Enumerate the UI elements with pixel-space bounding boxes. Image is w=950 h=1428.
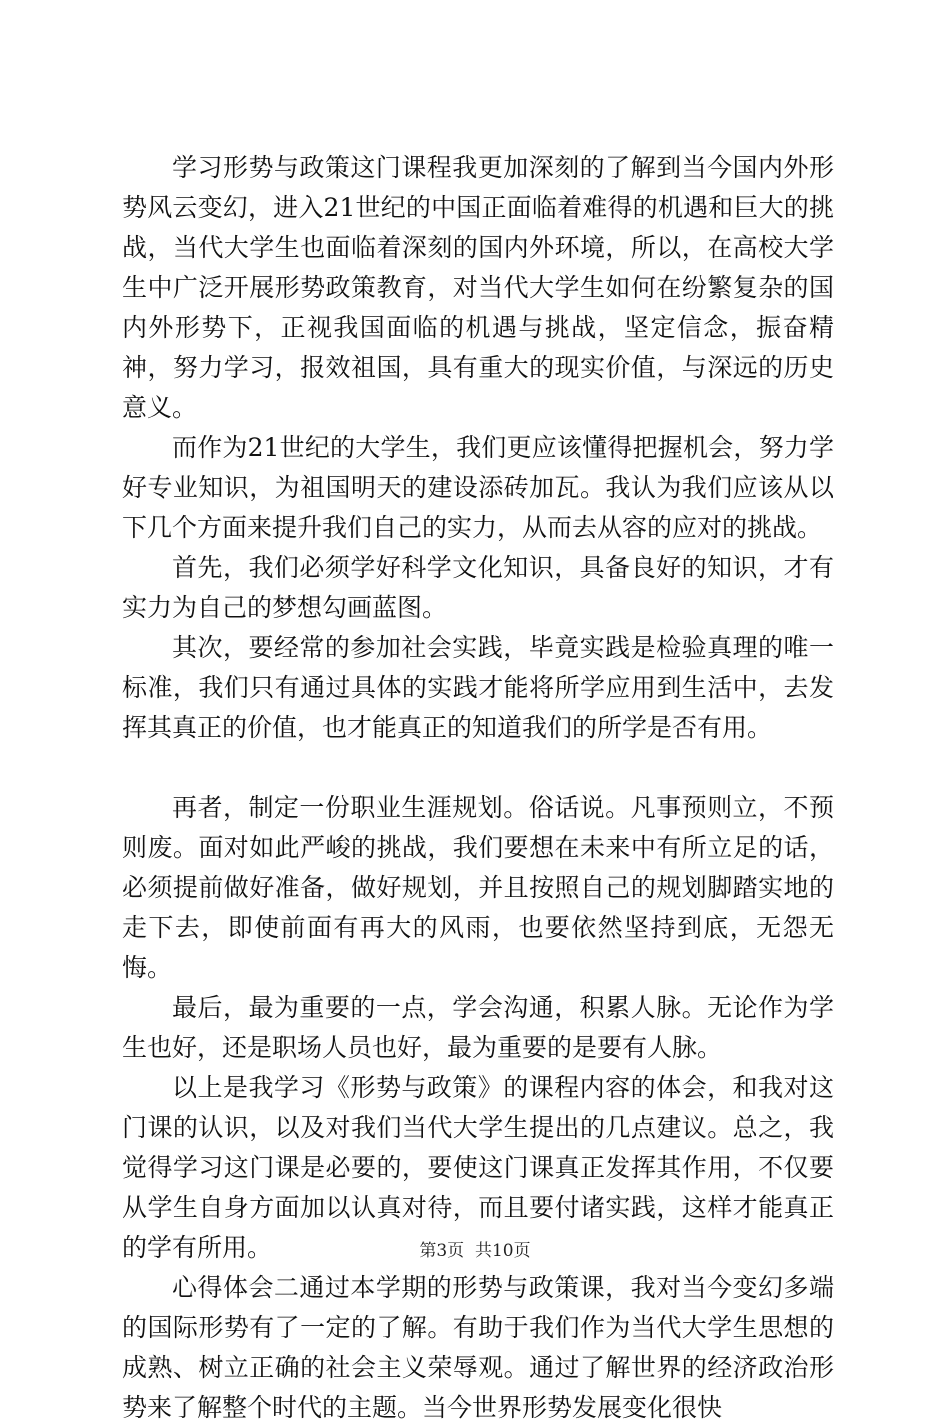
blank-line (122, 748, 834, 788)
paragraph-1: 学习形势与政策这门课程我更加深刻的了解到当今国内外形势风云变幻，进入21世纪的中国正面临着难得的机遇和巨大的挑战，当代大学生也面临着深刻的国内外环境，所以，在高校大学生中广泛开展形势政策教育，对当代大学生如何在纷繁复杂的国内外形势下，正视我国面临的机遇与挑战，坚定信念，振奋精神，努力学习，报效祖国，具有重大的现实价值，与深远的历史意义。 (122, 153, 834, 422)
paragraph-2: 而作为21世纪的大学生，我们更应该懂得把握机会，努力学好专业知识，为祖国明天的建设添砖加瓦。我认为我们应该从以下几个方面来提升我们自己的实力，从而去从容的应对的挑战。 (122, 433, 834, 542)
paragraph-6: 最后，最为重要的一点，学会沟通，积累人脉。无论作为学生也好，还是职场人员也好，最为重要的是要有人脉。 (122, 993, 834, 1062)
page-number-label: 第3页 共10页 (419, 1241, 531, 1261)
paragraph-8: 心得体会二通过本学期的形势与政策课，我对当今变幻多端的国际形势有了一定的了解。有助于我们作为当代大学生思想的成熟、树立正确的社会主义荣辱观。通过了解世界的经济政治形势来了解整个时代的主题。当今世界形势发展变化很快 (122, 1273, 834, 1422)
paragraph-3: 首先，我们必须学好科学文化知识，具备良好的知识，才有实力为自己的梦想勾画蓝图。 (122, 553, 834, 622)
page-footer (0, 1236, 950, 1261)
paragraph-5: 再者，制定一份职业生涯规划。俗话说。凡事预则立，不预则废。面对如此严峻的挑战，我们要想在未来中有所立足的话，必须提前做好准备，做好规划，并且按照自己的规划脚踏实地的走下去，即使前面有再大的风雨，也要依然坚持到底，无怨无悔。 (122, 793, 834, 982)
paragraph-4: 其次，要经常的参加社会实践，毕竟实践是检验真理的唯一标准，我们只有通过具体的实践才能将所学应用到生活中，去发挥其真正的价值，也才能真正的知道我们的所学是否有用。 (122, 633, 834, 742)
paragraph-7: 以上是我学习《形势与政策》的课程内容的体会，和我对这门课的认识，以及对我们当代大学生提出的几点建议。总之，我觉得学习这门课是必要的，要使这门课真正发挥其作用，不仅要从学生自身方面加以认真对待，而且要付诸实践，这样才能真正的学有所用。 (122, 1073, 834, 1262)
